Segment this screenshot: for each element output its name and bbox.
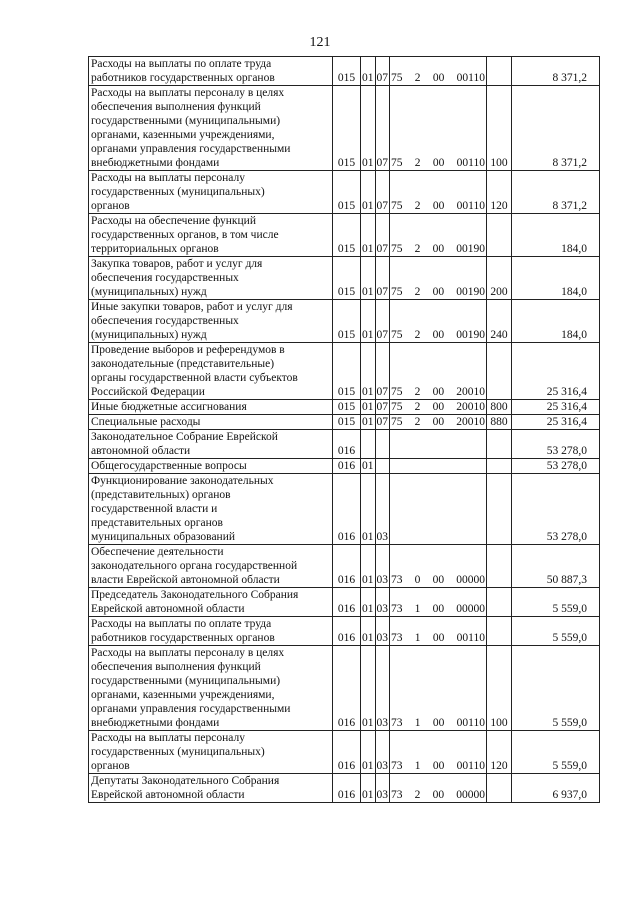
row-ministry-code: 016 [333,646,361,731]
row-target-article [390,214,487,257]
row-description [89,474,333,545]
row-target-article [390,588,487,617]
row-subsection-code: 07 [375,257,390,300]
row-description [89,731,333,774]
row-target-article [390,617,487,646]
target-article-program: 73 [391,632,403,644]
row-target-article [390,474,487,545]
row-description [89,400,333,415]
row-expense-type [487,588,512,617]
row-expense-type [487,545,512,588]
table-row [89,430,600,459]
row-description [89,171,333,214]
table-row [89,300,600,343]
row-amount: 8 371,2 [512,57,600,86]
table-row [89,588,600,617]
row-subsection-code: 03 [375,474,390,545]
row-description-text: Иные закупки товаров, работ и услуг для обеспечения государственных (муниципальных) нужд [91,301,293,341]
row-subsection-code: 07 [376,401,388,413]
table-row [89,86,600,171]
target-article-parts [391,716,485,730]
table-row [89,415,600,430]
target-article-subprogram: 1 [414,603,421,615]
target-article-subprogram: 2 [414,200,421,212]
table-row [89,459,600,474]
row-ministry-code: 015 [333,86,361,171]
row-expense-type [487,214,512,257]
target-article-direction: 00 [432,760,445,772]
row-section-code: 01 [361,545,376,588]
target-article-program: 75 [391,72,403,84]
table-row [89,257,600,300]
target-article-parts [391,573,485,587]
target-article-program: 73 [391,760,403,772]
row-section-code [361,430,376,459]
row-target-article [390,646,487,731]
target-article-parts [391,199,485,213]
target-article-parts [391,242,485,256]
row-subsection-code: 07 [375,343,390,400]
target-article-direction: 00 [432,789,445,801]
row-subsection-code [375,459,390,474]
target-article-code: 00110 [456,632,485,644]
row-target-article [390,731,487,774]
target-article-code: 00110 [456,200,485,212]
row-ministry-code: 016 [333,545,361,588]
target-article-program: 75 [391,200,403,212]
target-article-subprogram: 1 [414,760,421,772]
target-article-subprogram: 2 [414,286,421,298]
page-number: 121 [309,35,331,50]
row-description-text: Обеспечение деятельности законодательного органа государственной власти Еврейской автономной области [91,546,298,586]
target-article-parts [391,71,485,85]
target-article-code: 00110 [456,717,485,729]
row-expense-type: 800 [487,400,512,415]
row-subsection-code: 03 [375,617,390,646]
row-subsection-code: 07 [375,57,390,86]
table-row [89,343,600,400]
row-description-text: Председатель Законодательного Собрания Еврейской автономной области [91,589,299,615]
row-section-code: 01 [362,401,374,413]
target-article-direction: 00 [432,243,445,255]
row-subsection-code: 03 [375,774,390,803]
target-article-direction: 00 [432,717,445,729]
row-subsection-code: 03 [375,731,390,774]
row-amount: 184,0 [512,214,600,257]
row-subsection-code: 03 [375,646,390,731]
row-section-code: 01 [361,343,376,400]
target-article-code: 20010 [456,386,485,398]
row-subsection-code: 07 [375,300,390,343]
table-row [89,57,600,86]
row-target-article [390,57,487,86]
target-article-code: 20010 [456,401,485,413]
target-article-program: 75 [391,286,403,298]
row-ministry-code: 015 [333,415,361,430]
row-description-text: Закупка товаров, работ и услуг для обеспечения государственных (муниципальных) нужд [91,258,263,298]
row-ministry-code: 016 [333,474,361,545]
row-description [89,214,333,257]
target-article-program: 75 [391,329,403,341]
target-article-code: 00190 [456,329,485,341]
row-description-text: Общегосударственные вопросы [91,460,247,472]
target-article-code: 00110 [456,157,485,169]
row-section-code: 01 [362,416,374,428]
row-expense-type: 240 [487,300,512,343]
row-amount: 25 316,4 [512,415,600,430]
target-article-subprogram: 2 [414,401,421,413]
target-article-code: 00110 [456,760,485,772]
row-target-article [390,343,487,400]
row-ministry-code: 016 [333,617,361,646]
row-amount: 6 937,0 [512,774,600,803]
row-target-article [390,400,487,415]
row-ministry-code: 015 [333,214,361,257]
target-article-subprogram: 1 [414,632,421,644]
row-description [89,343,333,400]
target-article-program: 73 [391,574,403,586]
row-section-code: 01 [361,474,376,545]
row-amount: 184,0 [512,257,600,300]
row-expense-type [487,430,512,459]
row-description-text: Депутаты Законодательного Собрания Еврейской автономной области [91,775,280,801]
row-expense-type [487,617,512,646]
target-article-direction: 00 [432,157,445,169]
row-section-code: 01 [361,617,376,646]
row-ministry-code: 015 [333,171,361,214]
row-amount: 50 887,3 [512,545,600,588]
target-article-parts [391,328,485,342]
row-expense-type [487,343,512,400]
row-description-text: Расходы на выплаты персоналу государственных (муниципальных) органов [91,732,265,772]
row-amount: 25 316,4 [512,343,600,400]
row-subsection-code [375,430,390,459]
target-article-parts [391,602,485,616]
row-target-article [390,257,487,300]
row-amount: 53 278,0 [512,459,600,474]
target-article-direction: 00 [432,603,445,615]
row-target-article [390,300,487,343]
table-row [89,617,600,646]
row-section-code: 01 [361,57,376,86]
table-row [89,214,600,257]
row-section-code: 01 [361,171,376,214]
row-description [89,300,333,343]
row-expense-type: 880 [487,415,512,430]
row-section-code: 01 [361,300,376,343]
row-expense-type: 100 [487,646,512,731]
row-section-code: 01 [361,86,376,171]
row-section-code: 01 [361,774,376,803]
target-article-subprogram: 0 [414,574,421,586]
row-description [89,617,333,646]
row-description-text: Законодательное Собрание Еврейской автономной области [91,431,278,457]
table-row [89,646,600,731]
target-article-direction: 00 [432,329,445,341]
target-article-subprogram: 2 [414,72,421,84]
row-target-article [390,171,487,214]
row-description [89,86,333,171]
target-article-subprogram: 1 [414,717,421,729]
row-subsection-code: 07 [376,416,388,428]
row-expense-type: 200 [487,257,512,300]
row-amount: 8 371,2 [512,86,600,171]
budget-table [88,56,600,803]
row-expense-type: 100 [487,86,512,171]
row-description-text: Специальные расходы [91,416,201,428]
row-expense-type [487,774,512,803]
row-target-article [390,430,487,459]
row-amount: 5 559,0 [512,731,600,774]
row-description-text: Расходы на выплаты по оплате труда работников государственных органов [91,58,275,84]
target-article-direction: 00 [432,632,445,644]
row-subsection-code: 03 [375,545,390,588]
row-amount: 53 278,0 [512,474,600,545]
table-row [89,774,600,803]
target-article-program: 75 [391,416,403,428]
row-ministry-code: 016 [333,774,361,803]
target-article-parts [391,788,485,802]
target-article-program: 73 [391,717,403,729]
target-article-code: 00190 [456,286,485,298]
row-ministry-code: 016 [333,459,361,474]
row-ministry-code: 016 [333,588,361,617]
target-article-subprogram: 2 [414,386,421,398]
row-description-text: Расходы на выплаты персоналу в целях обеспечения выполнения функций государственными (муниципальными) органами, казенными учреждениями, органами управления государственными внебюджетными фондами [91,87,291,169]
row-ministry-code: 015 [333,343,361,400]
row-ministry-code: 016 [333,430,361,459]
target-article-program: 75 [391,157,403,169]
row-expense-type [487,57,512,86]
row-amount: 53 278,0 [512,430,600,459]
target-article-code: 20010 [456,416,485,428]
target-article-program: 75 [391,243,403,255]
row-subsection-code: 07 [375,86,390,171]
row-amount: 5 559,0 [512,646,600,731]
row-amount: 8 371,2 [512,171,600,214]
row-subsection-code: 07 [375,214,390,257]
row-amount: 25 316,4 [512,400,600,415]
row-description [89,646,333,731]
row-expense-type [487,474,512,545]
row-description-text: Расходы на выплаты по оплате труда работников государственных органов [91,618,275,644]
target-article-subprogram: 2 [414,243,421,255]
target-article-code: 00000 [456,574,485,586]
target-article-subprogram: 2 [414,329,421,341]
target-article-direction: 00 [432,200,445,212]
row-description-text: Расходы на выплаты персоналу в целях обеспечения выполнения функций государственными (муниципальными) органами, казенными учреждениями, органами управления государственными внебюджетными фондами [91,647,291,729]
target-article-parts [391,156,485,170]
row-section-code: 01 [361,214,376,257]
row-expense-type: 120 [487,171,512,214]
row-section-code: 01 [361,731,376,774]
target-article-parts [391,285,485,299]
target-article-parts [391,400,485,414]
row-amount: 5 559,0 [512,617,600,646]
row-subsection-code: 03 [375,588,390,617]
target-article-subprogram: 2 [414,789,421,801]
target-article-direction: 00 [432,286,445,298]
target-article-parts [391,759,485,773]
table-row [89,474,600,545]
row-ministry-code: 016 [333,731,361,774]
target-article-direction: 00 [432,416,445,428]
row-section-code: 01 [361,646,376,731]
target-article-code: 00000 [456,603,485,615]
target-article-direction: 00 [432,72,445,84]
row-target-article [390,545,487,588]
table-row [89,731,600,774]
target-article-program: 75 [391,386,403,398]
row-expense-type [487,459,512,474]
target-article-subprogram: 2 [414,416,421,428]
row-subsection-code: 07 [375,171,390,214]
row-description-text: Расходы на обеспечение функций государственных органов, в том числе территориальных органов [91,215,279,255]
target-article-direction: 00 [432,574,445,586]
row-section-code: 01 [361,257,376,300]
row-ministry-code: 015 [333,300,361,343]
target-article-direction: 00 [432,386,445,398]
row-description-text: Функционирование законодательных (представительных) органов государственной власти и представительных органов муниципальных образований [91,475,274,543]
row-target-article [390,459,487,474]
target-article-parts [391,385,485,399]
table-row [89,171,600,214]
row-expense-type: 120 [487,731,512,774]
row-ministry-code: 015 [333,400,361,415]
row-description [89,774,333,803]
row-description-text: Проведение выборов и референдумов в законодательные (представительные) органы государственной власти субъектов Российской Федерации [91,344,298,398]
table-row [89,545,600,588]
target-article-direction: 00 [432,401,445,413]
row-description [89,588,333,617]
row-target-article [390,86,487,171]
row-description [89,415,333,430]
row-description [89,257,333,300]
row-amount: 184,0 [512,300,600,343]
target-article-code: 00110 [456,72,485,84]
row-description [89,459,333,474]
target-article-program: 75 [391,401,403,413]
target-article-code: 00000 [456,789,485,801]
row-ministry-code: 015 [333,57,361,86]
row-ministry-code: 015 [333,257,361,300]
row-amount: 5 559,0 [512,588,600,617]
target-article-program: 73 [391,789,403,801]
target-article-subprogram: 2 [414,157,421,169]
row-description [89,545,333,588]
row-description-text: Иные бюджетные ассигнования [91,401,247,413]
row-description-text: Расходы на выплаты персоналу государственных (муниципальных) органов [91,172,265,212]
row-section-code: 01 [361,588,376,617]
row-description [89,430,333,459]
row-target-article [390,415,487,430]
target-article-code: 00190 [456,243,485,255]
target-article-parts [391,415,485,429]
table-row [89,400,600,415]
row-section-code: 01 [362,460,374,472]
budget-table-body [89,57,600,803]
target-article-parts [391,631,485,645]
row-target-article [390,774,487,803]
target-article-program: 73 [391,603,403,615]
row-description [89,57,333,86]
